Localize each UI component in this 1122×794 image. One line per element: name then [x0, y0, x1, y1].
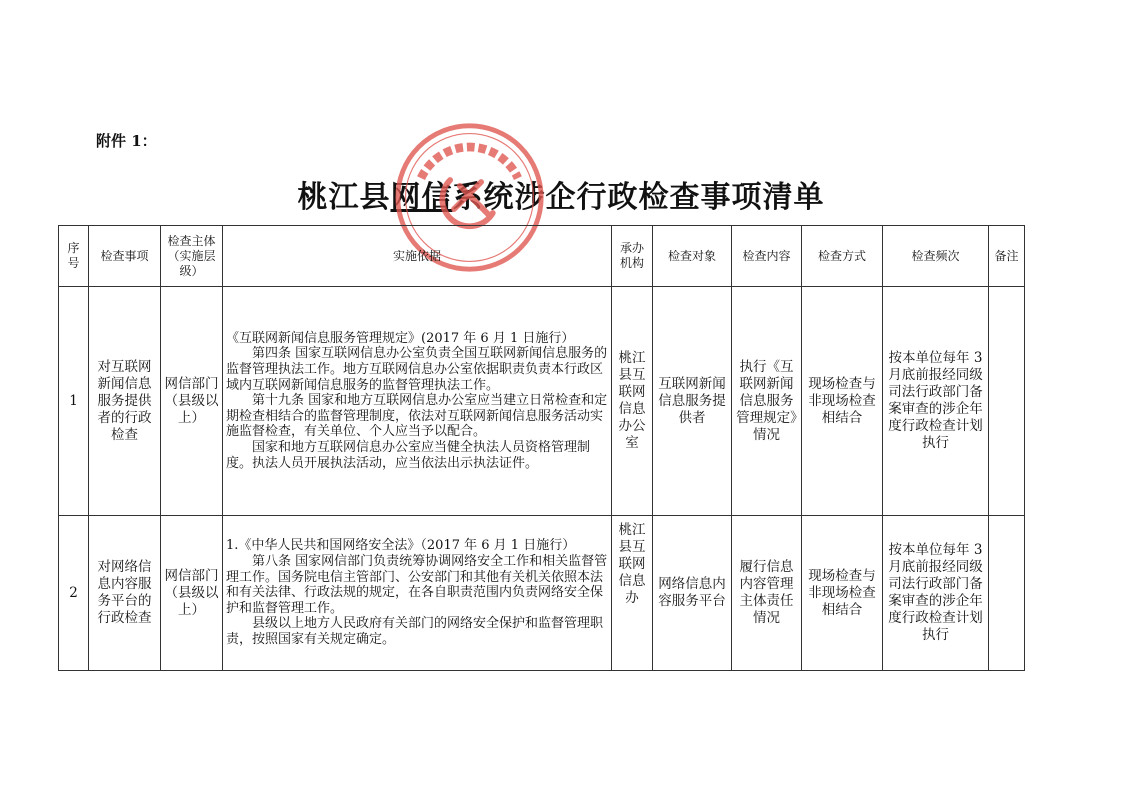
row-content: 履行信息内容管理主体责任情况: [732, 516, 802, 671]
row-agency: 桃江县互联网信息办公室: [612, 287, 653, 516]
row-subject: 网信部门（县级以上）: [161, 287, 223, 516]
basis-paragraph: 国家和地方互联网信息办公室应当健全执法人员资格管理制度。执法人员开展执法活动，应当依法出示执法证件。: [226, 439, 591, 471]
table-row: [59, 287, 1025, 516]
header-subject: 检查主体（实施层级）: [161, 226, 223, 287]
basis-paragraph: 县级以上地方人民政府有关部门的网络安全保护和监督管理职责，按照国家有关规定确定。: [226, 616, 604, 647]
party-emblem-icon: [442, 180, 492, 226]
header-basis: 实施依据: [223, 226, 612, 287]
row-target: 网络信息内容服务平台: [653, 516, 732, 671]
row-seq: 2: [59, 516, 89, 671]
row-subject: 网信部门（县级以上）: [161, 516, 223, 671]
title-suffix: 系统涉企行政检查事项清单: [452, 180, 825, 215]
row-item: 对互联网新闻信息服务提供者的行政检查: [89, 287, 161, 516]
header-content: 检查内容: [732, 226, 802, 287]
header-method: 检查方式: [802, 226, 883, 287]
basis-paragraph: 第八条 国家网信部门负责统筹协调网络安全工作和相关监督管理工作。国务院电信主管部门、公安部门和其他有关机关依照本法和有关法律、行政法规的规定，在各自职责范围内负责网络安全保护和监督管理工作。: [226, 554, 608, 616]
row-seq: 1: [59, 287, 89, 516]
header-item: 检查事项: [89, 226, 161, 287]
row-content: 执行《互联网新闻信息服务管理规定》情况: [732, 287, 802, 516]
table-row: [59, 516, 1025, 671]
row-method: 现场检查与非现场检查相结合: [802, 287, 883, 516]
row-agency: 桃江县互联网信息办: [612, 516, 653, 671]
basis-paragraph: 第十九条 国家和地方互联网信息办公室应当建立日常检查和定期检查相结合的监督管理制度，依法对互联网新闻信息服务活动实施监督检查，有关单位、个人应当予以配合。: [226, 393, 608, 440]
row-method: 现场检查与非现场检查相结合: [802, 516, 883, 671]
header-agency: 承办机构: [612, 226, 653, 287]
header-remark: 备注: [989, 226, 1025, 287]
basis-paragraph: 《互联网新闻信息服务管理规定》(2017 年 6 月 1 日施行）: [226, 330, 575, 346]
row-item: 对网络信息内容服务平台的行政检查: [89, 516, 161, 671]
row-frequency: 按本单位每年 3 月底前报经同级司法行政部门备案审查的涉企年度行政检查计划执行: [883, 287, 989, 516]
basis-paragraph: 第四条 国家互联网信息办公室负责全国互联网新闻信息服务的监督管理执法工作。地方互联网信息办公室依据职责负责本行政区域内互联网新闻信息服务的监督管理执法工作。: [226, 346, 608, 393]
inspection-table: [58, 225, 1025, 671]
header-frequency: 检查频次: [883, 226, 989, 287]
row-basis: [223, 287, 612, 516]
title-underlined-part: 网信: [390, 180, 453, 215]
title-prefix: 桃江县: [297, 180, 391, 215]
table-header-row: [59, 226, 1025, 287]
row-target: 互联网新闻信息服务提供者: [653, 287, 732, 516]
header-target: 检查对象: [653, 226, 732, 287]
attachment-label: 附件 1：: [96, 132, 157, 150]
basis-paragraph: 1.《中华人民共和国网络安全法》（2017 年 6 月 1 日施行）: [226, 538, 576, 554]
document-title: [0, 172, 1122, 216]
header-seq: 序号: [59, 226, 89, 287]
row-frequency: 按本单位每年 3 月底前报经同级司法行政部门备案审查的涉企年度行政检查计划执行: [883, 516, 989, 671]
row-basis: [223, 516, 612, 671]
row-remark: [989, 287, 1025, 516]
row-remark: [989, 516, 1025, 671]
